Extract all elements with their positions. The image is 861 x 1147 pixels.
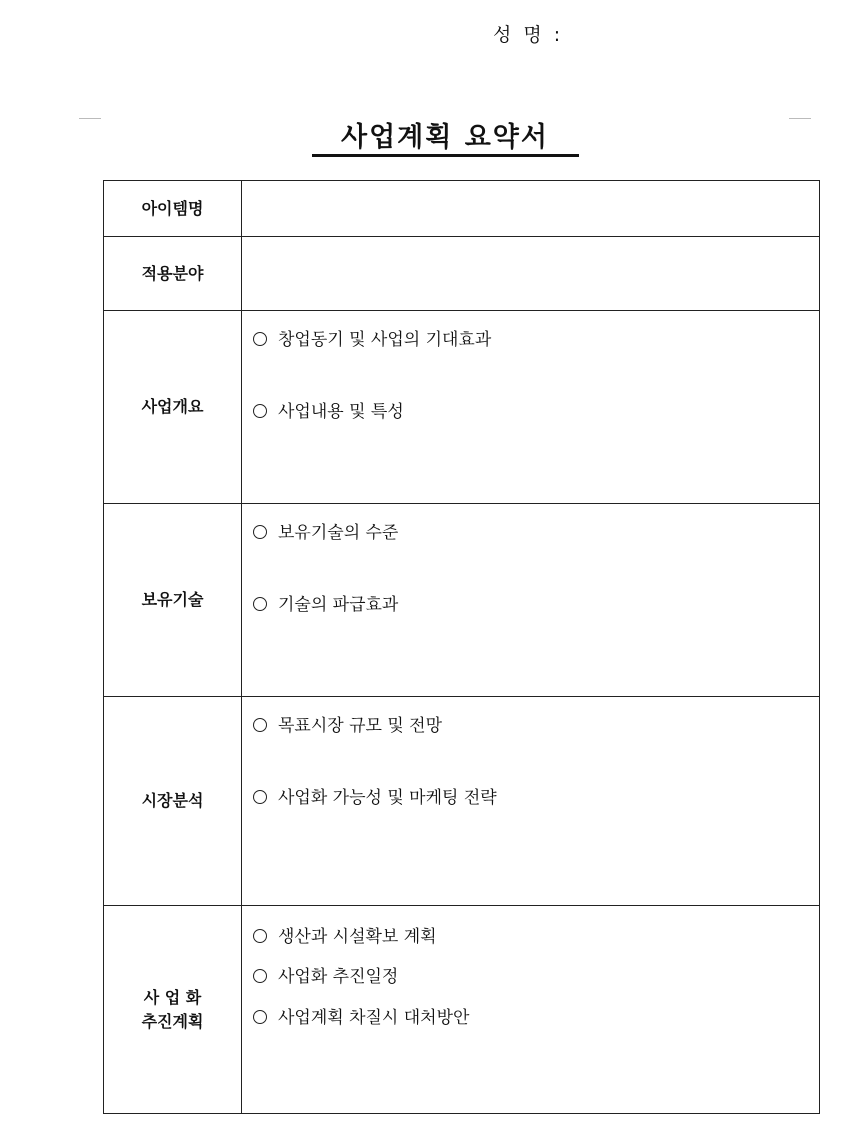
item-text: 생산과 시설확보 계획 [278, 927, 437, 947]
circle-bullet-icon [253, 790, 267, 804]
row-label: 사업개요 [104, 311, 242, 504]
title-underline [312, 154, 579, 157]
application-field-input[interactable] [242, 237, 820, 311]
list-item [253, 1003, 469, 1028]
row-label: 보유기술 [104, 504, 242, 697]
list-item [253, 783, 497, 808]
table-row-business-overview [104, 311, 820, 504]
list-item [253, 397, 404, 422]
list-item [253, 711, 442, 736]
circle-bullet-icon [253, 929, 267, 943]
item-text: 사업화 추진일정 [278, 967, 399, 987]
row-label [104, 906, 242, 1114]
list-item [253, 962, 398, 987]
row-label: 시장분석 [104, 697, 242, 906]
list-item [253, 922, 437, 947]
item-text: 기술의 파급효과 [278, 595, 399, 615]
circle-bullet-icon [253, 525, 267, 539]
circle-bullet-icon [253, 718, 267, 732]
name-field-label: 성 명 : [493, 24, 564, 46]
label-line: 사 업 화 [143, 987, 202, 1007]
commercialization-plan-input[interactable] [242, 906, 820, 1114]
market-analysis-input[interactable] [242, 697, 820, 906]
item-name-input[interactable] [242, 181, 820, 237]
list-item [253, 518, 398, 543]
circle-bullet-icon [253, 597, 267, 611]
circle-bullet-icon [253, 404, 267, 418]
item-text: 사업계획 차질시 대처방안 [278, 1008, 470, 1028]
item-text: 사업화 가능성 및 마케팅 전략 [278, 788, 497, 808]
circle-bullet-icon [253, 1010, 267, 1024]
table-row-application-field [104, 237, 820, 311]
list-item [253, 590, 398, 615]
circle-bullet-icon [253, 332, 267, 346]
item-text: 사업내용 및 특성 [278, 402, 404, 422]
table-row-technology [104, 504, 820, 697]
row-label: 아이템명 [104, 181, 242, 237]
label-line: 추진계획 [141, 1011, 204, 1031]
table-row-commercialization-plan [104, 906, 820, 1114]
summary-table [103, 180, 820, 1114]
item-text: 보유기술의 수준 [278, 523, 399, 543]
item-text: 목표시장 규모 및 전망 [278, 716, 443, 736]
table-row-market-analysis [104, 697, 820, 906]
business-overview-input[interactable] [242, 311, 820, 504]
list-item [253, 325, 491, 350]
document-title: 사업계획 요약서 [341, 122, 549, 153]
item-text: 창업동기 및 사업의 기대효과 [278, 330, 492, 350]
circle-bullet-icon [253, 969, 267, 983]
row-label: 적용분야 [104, 237, 242, 311]
technology-input[interactable] [242, 504, 820, 697]
table-row-item-name [104, 181, 820, 237]
